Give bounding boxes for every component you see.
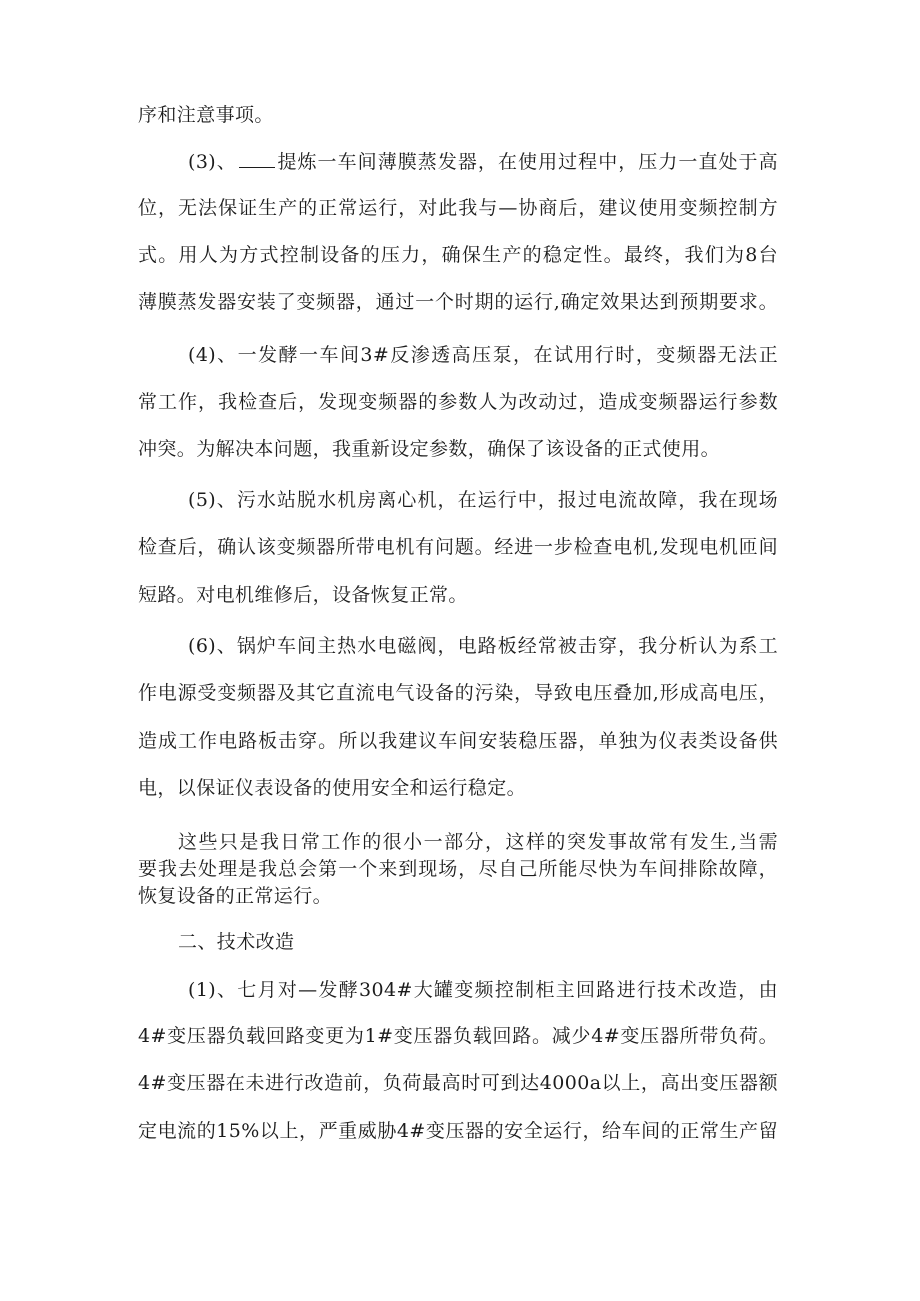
paragraph-line: 短路。对电机维修后，设备恢复正常。 <box>138 584 468 606</box>
paragraph-line: 冲突。为解决本问题，我重新设定参数，确保了该设备的正式使用。 <box>138 438 721 460</box>
paragraph-line: (1)、七月对—发酵304#大罐变频控制柜主回路进行技术改造，由 <box>188 979 778 1001</box>
section-heading: 二、技术改造 <box>178 931 295 953</box>
paragraph-line: 这些只是我日常工作的很小一部分，这样的突发事故常有发生,当需 <box>178 831 778 853</box>
paragraph-line: 式。用人为方式控制设备的压力，确保生产的稳定性。最终，我们为8台 <box>138 244 778 266</box>
paragraph-line: 4#变压器在未进行改造前，负荷最高时可到达4000a以上，高出变压器额 <box>138 1072 778 1094</box>
paragraph-line: 作电源受变频器及其它直流电气设备的污染，导致电压叠加,形成高电压， <box>138 682 778 704</box>
paragraph-line: 常工作，我检查后，发现变频器的参数人为改动过，造成变频器运行参数 <box>138 391 778 413</box>
paragraph-line: 序和注意事项。 <box>138 104 274 126</box>
paragraph-line: (6)、锅炉车间主热水电磁阀，电路板经常被击穿，我分析认为系工 <box>188 635 778 657</box>
paragraph-line: 造成工作电路板击穿。所以我建议车间安装稳压器，单独为仪表类设备供 <box>138 730 778 752</box>
item-number: (3)、 <box>188 151 237 173</box>
paragraph-line: 要我去处理是我总会第一个来到现场，尽自己所能尽快为车间排除故障， <box>138 858 778 880</box>
paragraph-line: 检查后，确认该变频器所带电机有问题。经进一步检查电机,发现电机匝间 <box>138 536 778 558</box>
paragraph-line: 定电流的15%以上，严重威胁4#变压器的安全运行，给车间的正常生产留 <box>138 1120 778 1142</box>
paragraph-line: 电，以保证仪表设备的使用安全和运行稳定。 <box>138 777 527 799</box>
paragraph-line <box>188 149 778 174</box>
paragraph-line: 位，无法保证生产的正常运行，对此我与—协商后，建议使用变频控制方 <box>138 197 778 219</box>
paragraph-line: 薄膜蒸发器安装了变频器，通过一个时期的运行,确定效果达到预期要求。 <box>138 291 778 313</box>
paragraph-line: 4#变压器负载回路变更为1#变压器负载回路。减少4#变压器所带负荷。 <box>138 1025 778 1047</box>
line-text: 提炼一车间薄膜蒸发器，在使用过程中，压力一直处于高 <box>276 151 778 173</box>
paragraph-line: 恢复设备的正常运行。 <box>138 885 333 907</box>
paragraph-line: (5)、污水站脱水机房离心机，在运行中，报过电流故障，我在现场 <box>188 489 778 511</box>
blank-underline <box>239 149 275 168</box>
paragraph-line: (4)、一发酵一车间3#反渗透高压泵，在试用行时，变频器无法正 <box>188 344 778 366</box>
